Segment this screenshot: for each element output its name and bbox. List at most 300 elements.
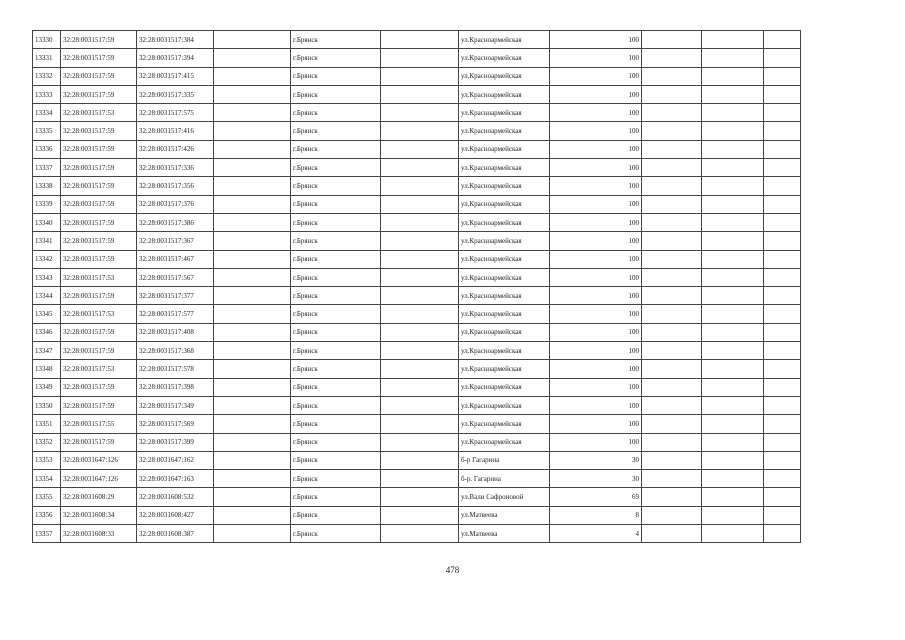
empty-cell-cell <box>642 177 702 195</box>
row-number-cell: 13355 <box>33 488 61 506</box>
cadastral-quarter-cell: 32:28:0031517:59 <box>61 396 137 414</box>
cadastral-number-cell: 32:28:0031517:376 <box>137 195 214 213</box>
street-cell: ул.Красноармейская <box>459 122 550 140</box>
area-cell: 100 <box>550 305 642 323</box>
table-row <box>33 67 801 85</box>
empty-cell-cell <box>764 268 801 286</box>
cadastral-number-cell: 32:28:0031647:162 <box>137 451 214 469</box>
cadastral-quarter-cell: 32:28:0031608:34 <box>61 506 137 524</box>
table-row <box>33 525 801 543</box>
empty-cell-cell <box>214 506 291 524</box>
cadastral-quarter-cell: 32:28:0031517:55 <box>61 415 137 433</box>
row-number-cell: 13339 <box>33 195 61 213</box>
empty-cell-cell <box>764 506 801 524</box>
cadastral-number-cell: 32:28:0031517:377 <box>137 287 214 305</box>
empty-cell-cell <box>702 451 764 469</box>
street-cell: ул.Красноармейская <box>459 49 550 67</box>
empty-cell-cell <box>642 250 702 268</box>
empty-cell-cell <box>214 250 291 268</box>
table-row <box>33 342 801 360</box>
row-number-cell: 13334 <box>33 104 61 122</box>
empty-cell-cell <box>214 195 291 213</box>
table-row <box>33 451 801 469</box>
empty-cell-cell <box>642 67 702 85</box>
empty-cell-cell <box>642 287 702 305</box>
city-cell: г.Брянск <box>291 104 381 122</box>
table-row <box>33 232 801 250</box>
empty-cell-cell <box>642 232 702 250</box>
page-number: 478 <box>445 565 460 575</box>
empty-cell-cell <box>381 195 459 213</box>
cadastral-number-cell: 32:28:0031517:577 <box>137 305 214 323</box>
street-cell: б-р Гагарина <box>459 451 550 469</box>
city-cell: г.Брянск <box>291 470 381 488</box>
empty-cell-cell <box>642 415 702 433</box>
city-cell: г.Брянск <box>291 213 381 231</box>
city-cell: г.Брянск <box>291 268 381 286</box>
empty-cell-cell <box>702 268 764 286</box>
area-cell: 100 <box>550 177 642 195</box>
empty-cell-cell <box>764 396 801 414</box>
empty-cell-cell <box>381 433 459 451</box>
area-cell: 100 <box>550 396 642 414</box>
city-cell: г.Брянск <box>291 195 381 213</box>
table-row <box>33 323 801 341</box>
empty-cell-cell <box>642 360 702 378</box>
city-cell: г.Брянск <box>291 67 381 85</box>
cadastral-number-cell: 32:28:0031517:367 <box>137 232 214 250</box>
cadastral-quarter-cell: 32:28:0031517:59 <box>61 213 137 231</box>
cadastral-number-cell: 32:28:0031608:427 <box>137 506 214 524</box>
city-cell: г.Брянск <box>291 415 381 433</box>
empty-cell-cell <box>214 433 291 451</box>
empty-cell-cell <box>214 232 291 250</box>
city-cell: г.Брянск <box>291 31 381 49</box>
empty-cell-cell <box>642 305 702 323</box>
cadastral-quarter-cell: 32:28:0031517:59 <box>61 232 137 250</box>
empty-cell-cell <box>381 85 459 103</box>
table-row <box>33 287 801 305</box>
table-row <box>33 268 801 286</box>
empty-cell-cell <box>381 323 459 341</box>
table-row <box>33 104 801 122</box>
row-number-cell: 13337 <box>33 159 61 177</box>
empty-cell-cell <box>381 305 459 323</box>
empty-cell-cell <box>381 49 459 67</box>
empty-cell-cell <box>381 287 459 305</box>
street-cell: ул.Красноармейская <box>459 396 550 414</box>
cadastral-number-cell: 32:28:0031517:569 <box>137 415 214 433</box>
empty-cell-cell <box>214 104 291 122</box>
street-cell: ул.Красноармейская <box>459 250 550 268</box>
table-row <box>33 360 801 378</box>
street-cell: ул.Красноармейская <box>459 213 550 231</box>
empty-cell-cell <box>764 323 801 341</box>
empty-cell-cell <box>642 31 702 49</box>
empty-cell-cell <box>764 360 801 378</box>
empty-cell-cell <box>214 360 291 378</box>
area-cell: 100 <box>550 104 642 122</box>
empty-cell-cell <box>764 195 801 213</box>
cadastral-number-cell: 32:28:0031517:408 <box>137 323 214 341</box>
street-cell: ул.Красноармейская <box>459 232 550 250</box>
empty-cell-cell <box>214 415 291 433</box>
city-cell: г.Брянск <box>291 488 381 506</box>
empty-cell-cell <box>642 323 702 341</box>
cadastral-quarter-cell: 32:28:0031517:59 <box>61 140 137 158</box>
row-number-cell: 13333 <box>33 85 61 103</box>
empty-cell-cell <box>381 415 459 433</box>
area-cell: 100 <box>550 49 642 67</box>
street-cell: ул.Красноармейская <box>459 287 550 305</box>
empty-cell-cell <box>764 67 801 85</box>
area-cell: 100 <box>550 122 642 140</box>
empty-cell-cell <box>642 470 702 488</box>
empty-cell-cell <box>381 122 459 140</box>
cadastral-quarter-cell: 32:28:0031647:126 <box>61 451 137 469</box>
empty-cell-cell <box>764 140 801 158</box>
empty-cell-cell <box>214 213 291 231</box>
empty-cell-cell <box>764 31 801 49</box>
table-row <box>33 177 801 195</box>
city-cell: г.Брянск <box>291 433 381 451</box>
table-row <box>33 140 801 158</box>
city-cell: г.Брянск <box>291 159 381 177</box>
cadastral-quarter-cell: 32:28:0031517:53 <box>61 360 137 378</box>
row-number-cell: 13338 <box>33 177 61 195</box>
cadastral-number-cell: 32:28:0031608:532 <box>137 488 214 506</box>
street-cell: ул.Красноармейская <box>459 85 550 103</box>
empty-cell-cell <box>381 378 459 396</box>
empty-cell-cell <box>642 506 702 524</box>
cadastral-quarter-cell: 32:28:0031608:33 <box>61 525 137 543</box>
empty-cell-cell <box>381 396 459 414</box>
row-number-cell: 13330 <box>33 31 61 49</box>
cadastral-number-cell: 32:28:0031517:368 <box>137 342 214 360</box>
cadastral-number-cell: 32:28:0031517:575 <box>137 104 214 122</box>
empty-cell-cell <box>381 31 459 49</box>
empty-cell-cell <box>642 85 702 103</box>
empty-cell-cell <box>702 140 764 158</box>
street-cell: ул.Красноармейская <box>459 67 550 85</box>
empty-cell-cell <box>702 415 764 433</box>
empty-cell-cell <box>702 31 764 49</box>
cadastral-quarter-cell: 32:28:0031517:59 <box>61 49 137 67</box>
empty-cell-cell <box>214 177 291 195</box>
area-cell: 100 <box>550 433 642 451</box>
empty-cell-cell <box>764 85 801 103</box>
row-number-cell: 13332 <box>33 67 61 85</box>
empty-cell-cell <box>642 104 702 122</box>
street-cell: ул.Красноармейская <box>459 177 550 195</box>
area-cell: 100 <box>550 85 642 103</box>
row-number-cell: 13349 <box>33 378 61 396</box>
empty-cell-cell <box>381 213 459 231</box>
empty-cell-cell <box>764 122 801 140</box>
street-cell: ул.Красноармейская <box>459 104 550 122</box>
street-cell: ул.Красноармейская <box>459 378 550 396</box>
cadastral-quarter-cell: 32:28:0031517:59 <box>61 287 137 305</box>
street-cell: ул.Красноармейская <box>459 342 550 360</box>
city-cell: г.Брянск <box>291 122 381 140</box>
cadastral-number-cell: 32:28:0031517:356 <box>137 177 214 195</box>
city-cell: г.Брянск <box>291 342 381 360</box>
cadastral-quarter-cell: 32:28:0031517:59 <box>61 195 137 213</box>
empty-cell-cell <box>214 140 291 158</box>
table-row <box>33 433 801 451</box>
cadastral-quarter-cell: 32:28:0031517:59 <box>61 159 137 177</box>
table-row <box>33 195 801 213</box>
empty-cell-cell <box>642 195 702 213</box>
table-row <box>33 31 801 49</box>
area-cell: 100 <box>550 67 642 85</box>
area-cell: 100 <box>550 378 642 396</box>
cadastral-quarter-cell: 32:28:0031517:59 <box>61 31 137 49</box>
empty-cell-cell <box>764 104 801 122</box>
city-cell: г.Брянск <box>291 451 381 469</box>
area-cell: 100 <box>550 31 642 49</box>
registry-table <box>32 30 801 543</box>
empty-cell-cell <box>702 177 764 195</box>
row-number-cell: 13343 <box>33 268 61 286</box>
empty-cell-cell <box>642 140 702 158</box>
empty-cell-cell <box>702 488 764 506</box>
empty-cell-cell <box>214 287 291 305</box>
empty-cell-cell <box>381 140 459 158</box>
empty-cell-cell <box>381 470 459 488</box>
row-number-cell: 13340 <box>33 213 61 231</box>
empty-cell-cell <box>642 378 702 396</box>
area-cell: 100 <box>550 323 642 341</box>
area-cell: 30 <box>550 470 642 488</box>
empty-cell-cell <box>702 287 764 305</box>
table-row <box>33 49 801 67</box>
table-row <box>33 396 801 414</box>
cadastral-quarter-cell: 32:28:0031647:126 <box>61 470 137 488</box>
area-cell: 100 <box>550 195 642 213</box>
street-cell: ул.Красноармейская <box>459 415 550 433</box>
cadastral-quarter-cell: 32:28:0031517:59 <box>61 323 137 341</box>
cadastral-quarter-cell: 32:28:0031517:53 <box>61 268 137 286</box>
empty-cell-cell <box>764 159 801 177</box>
cadastral-number-cell: 32:28:0031517:394 <box>137 49 214 67</box>
city-cell: г.Брянск <box>291 287 381 305</box>
area-cell: 100 <box>550 342 642 360</box>
empty-cell-cell <box>764 305 801 323</box>
empty-cell-cell <box>214 451 291 469</box>
area-cell: 100 <box>550 232 642 250</box>
empty-cell-cell <box>642 396 702 414</box>
empty-cell-cell <box>702 85 764 103</box>
street-cell: ул.Матвеева <box>459 506 550 524</box>
row-number-cell: 13347 <box>33 342 61 360</box>
cadastral-number-cell: 32:28:0031517:415 <box>137 67 214 85</box>
empty-cell-cell <box>214 122 291 140</box>
table-row <box>33 213 801 231</box>
table-row <box>33 85 801 103</box>
area-cell: 69 <box>550 488 642 506</box>
empty-cell-cell <box>381 250 459 268</box>
empty-cell-cell <box>702 506 764 524</box>
empty-cell-cell <box>702 470 764 488</box>
empty-cell-cell <box>764 415 801 433</box>
city-cell: г.Брянск <box>291 396 381 414</box>
row-number-cell: 13351 <box>33 415 61 433</box>
empty-cell-cell <box>381 159 459 177</box>
street-cell: ул.Вали Сафроновой <box>459 488 550 506</box>
city-cell: г.Брянск <box>291 323 381 341</box>
city-cell: г.Брянск <box>291 85 381 103</box>
empty-cell-cell <box>642 159 702 177</box>
row-number-cell: 13353 <box>33 451 61 469</box>
empty-cell-cell <box>642 451 702 469</box>
table-row <box>33 250 801 268</box>
empty-cell-cell <box>214 159 291 177</box>
empty-cell-cell <box>214 470 291 488</box>
city-cell: г.Брянск <box>291 360 381 378</box>
table-body <box>33 31 801 543</box>
empty-cell-cell <box>702 250 764 268</box>
empty-cell-cell <box>642 49 702 67</box>
street-cell: ул.Красноармейская <box>459 323 550 341</box>
table-row <box>33 470 801 488</box>
empty-cell-cell <box>642 525 702 543</box>
area-cell: 100 <box>550 360 642 378</box>
empty-cell-cell <box>642 342 702 360</box>
cadastral-number-cell: 32:28:0031517:416 <box>137 122 214 140</box>
empty-cell-cell <box>764 177 801 195</box>
street-cell: ул.Красноармейская <box>459 195 550 213</box>
cadastral-quarter-cell: 32:28:0031517:59 <box>61 378 137 396</box>
empty-cell-cell <box>214 488 291 506</box>
empty-cell-cell <box>381 67 459 85</box>
empty-cell-cell <box>381 104 459 122</box>
cadastral-number-cell: 32:28:0031517:398 <box>137 378 214 396</box>
empty-cell-cell <box>381 342 459 360</box>
empty-cell-cell <box>642 213 702 231</box>
row-number-cell: 13346 <box>33 323 61 341</box>
row-number-cell: 13357 <box>33 525 61 543</box>
street-cell: ул.Красноармейская <box>459 140 550 158</box>
empty-cell-cell <box>764 49 801 67</box>
cadastral-number-cell: 32:28:0031517:335 <box>137 85 214 103</box>
row-number-cell: 13344 <box>33 287 61 305</box>
empty-cell-cell <box>764 451 801 469</box>
empty-cell-cell <box>214 67 291 85</box>
street-cell: ул.Красноармейская <box>459 433 550 451</box>
row-number-cell: 13354 <box>33 470 61 488</box>
empty-cell-cell <box>702 378 764 396</box>
area-cell: 100 <box>550 140 642 158</box>
empty-cell-cell <box>214 31 291 49</box>
empty-cell-cell <box>381 506 459 524</box>
city-cell: г.Брянск <box>291 49 381 67</box>
empty-cell-cell <box>702 195 764 213</box>
cadastral-number-cell: 32:28:0031517:384 <box>137 31 214 49</box>
empty-cell-cell <box>702 122 764 140</box>
empty-cell-cell <box>764 433 801 451</box>
empty-cell-cell <box>642 488 702 506</box>
city-cell: г.Брянск <box>291 140 381 158</box>
area-cell: 100 <box>550 268 642 286</box>
street-cell: ул.Матвеева <box>459 525 550 543</box>
empty-cell-cell <box>764 287 801 305</box>
table-row <box>33 506 801 524</box>
cadastral-quarter-cell: 32:28:0031517:53 <box>61 305 137 323</box>
row-number-cell: 13352 <box>33 433 61 451</box>
row-number-cell: 13350 <box>33 396 61 414</box>
empty-cell-cell <box>702 67 764 85</box>
empty-cell-cell <box>214 323 291 341</box>
city-cell: г.Брянск <box>291 250 381 268</box>
empty-cell-cell <box>764 213 801 231</box>
empty-cell-cell <box>702 305 764 323</box>
street-cell: ул.Красноармейская <box>459 305 550 323</box>
cadastral-number-cell: 32:28:0031517:567 <box>137 268 214 286</box>
area-cell: 100 <box>550 159 642 177</box>
table-row <box>33 415 801 433</box>
empty-cell-cell <box>764 232 801 250</box>
empty-cell-cell <box>381 232 459 250</box>
empty-cell-cell <box>702 360 764 378</box>
empty-cell-cell <box>381 488 459 506</box>
cadastral-quarter-cell: 32:28:0031608:29 <box>61 488 137 506</box>
empty-cell-cell <box>381 360 459 378</box>
city-cell: г.Брянск <box>291 525 381 543</box>
empty-cell-cell <box>702 342 764 360</box>
cadastral-number-cell: 32:28:0031517:349 <box>137 396 214 414</box>
table-row <box>33 378 801 396</box>
empty-cell-cell <box>764 342 801 360</box>
city-cell: г.Брянск <box>291 305 381 323</box>
empty-cell-cell <box>214 525 291 543</box>
row-number-cell: 13335 <box>33 122 61 140</box>
table-row <box>33 488 801 506</box>
empty-cell-cell <box>702 104 764 122</box>
area-cell: 4 <box>550 525 642 543</box>
cadastral-quarter-cell: 32:28:0031517:59 <box>61 250 137 268</box>
empty-cell-cell <box>702 525 764 543</box>
cadastral-quarter-cell: 32:28:0031517:59 <box>61 122 137 140</box>
street-cell: ул.Красноармейская <box>459 360 550 378</box>
empty-cell-cell <box>214 49 291 67</box>
empty-cell-cell <box>764 488 801 506</box>
row-number-cell: 13342 <box>33 250 61 268</box>
cadastral-number-cell: 32:28:0031517:399 <box>137 433 214 451</box>
empty-cell-cell <box>642 268 702 286</box>
empty-cell-cell <box>702 232 764 250</box>
empty-cell-cell <box>381 451 459 469</box>
table-row <box>33 122 801 140</box>
city-cell: г.Брянск <box>291 378 381 396</box>
cadastral-number-cell: 32:28:0031517:578 <box>137 360 214 378</box>
empty-cell-cell <box>381 177 459 195</box>
empty-cell-cell <box>214 85 291 103</box>
street-cell: ул.Красноармейская <box>459 268 550 286</box>
empty-cell-cell <box>702 49 764 67</box>
empty-cell-cell <box>381 525 459 543</box>
cadastral-quarter-cell: 32:28:0031517:59 <box>61 177 137 195</box>
cadastral-quarter-cell: 32:28:0031517:59 <box>61 433 137 451</box>
empty-cell-cell <box>702 433 764 451</box>
empty-cell-cell <box>214 378 291 396</box>
cadastral-number-cell: 32:28:0031517:336 <box>137 159 214 177</box>
empty-cell-cell <box>764 378 801 396</box>
cadastral-quarter-cell: 32:28:0031517:59 <box>61 85 137 103</box>
empty-cell-cell <box>214 305 291 323</box>
street-cell: ул.Красноармейская <box>459 159 550 177</box>
empty-cell-cell <box>702 213 764 231</box>
